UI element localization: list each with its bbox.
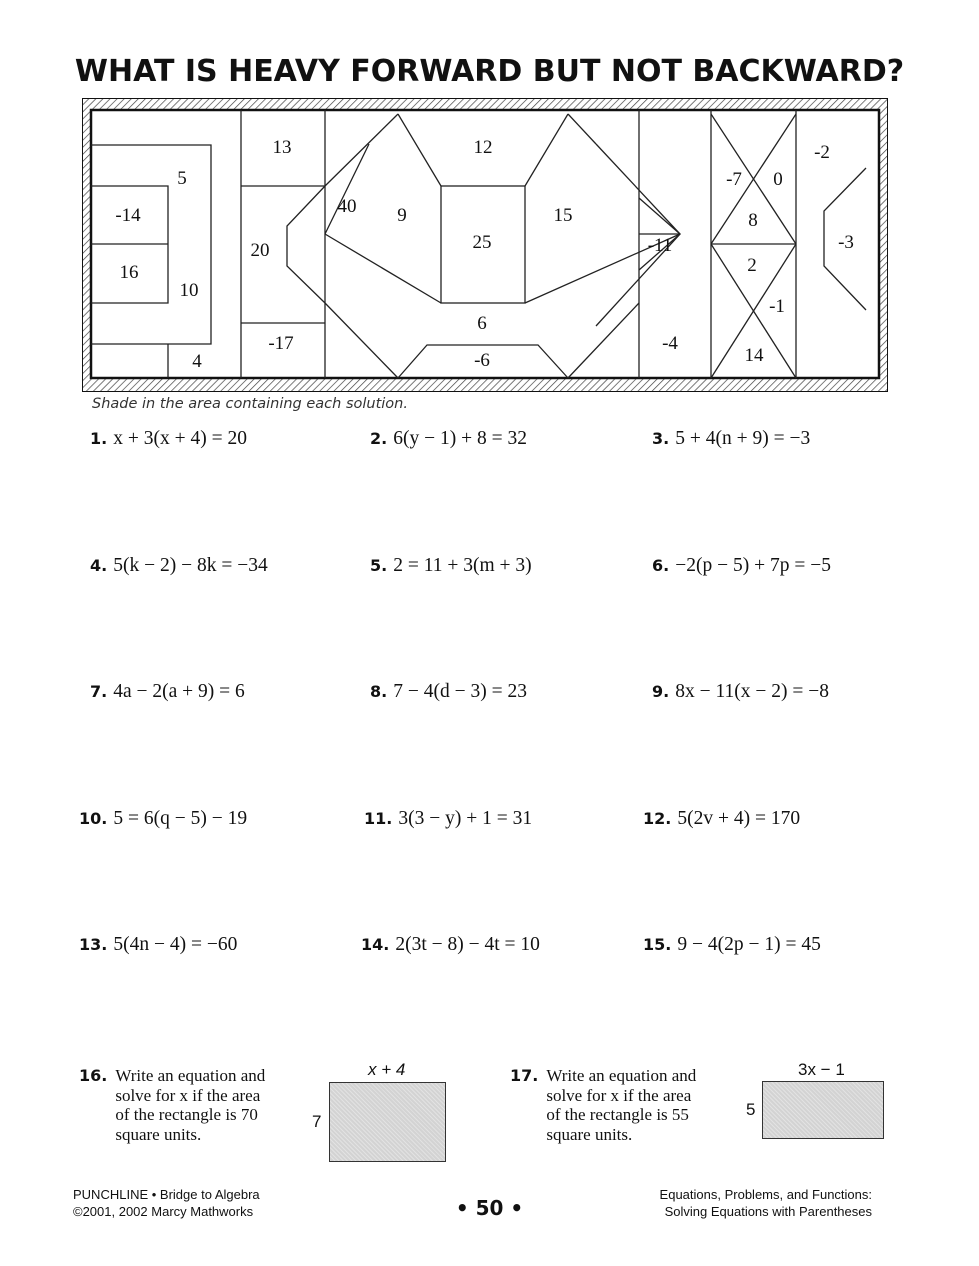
puzzle-number: -14 [115,205,141,226]
subsection-line: Solving Equations with Parentheses [664,1204,872,1219]
problem [364,808,532,830]
puzzle-number: 8 [748,210,758,231]
publisher-line: PUNCHLINE • Bridge to Algebra [73,1187,260,1202]
problem-number: 10. [79,809,108,828]
problem-number: 11. [364,809,393,828]
problem-equation: 5 = 6(q − 5) − 19 [113,808,248,829]
problem-number: 7. [90,682,108,701]
word-problem-line: square units. [546,1124,633,1144]
problem [370,428,527,450]
puzzle-number: 10 [179,280,199,301]
problem-number: 13. [79,935,108,954]
word-problem-line: Write an equation and [115,1066,266,1085]
puzzle-number: 14 [744,345,764,366]
section-line: Equations, Problems, and Functions: [659,1187,872,1202]
word-problem [510,1066,696,1144]
rectangle-figure [308,1058,448,1164]
word-problem-line: solve for x if the area [115,1085,261,1105]
problem [643,808,800,830]
puzzle-number: -11 [647,235,673,256]
problem-equation: 2 = 11 + 3(m + 3) [393,555,532,576]
problem-number: 17. [510,1066,539,1085]
rectangle-top-label: 3x − 1 [798,1060,845,1079]
puzzle-number: 9 [397,205,407,226]
problem [652,681,829,703]
problem-equation: 5 + 4(n + 9) = −3 [675,428,811,449]
shaded-rectangle [762,1081,884,1139]
problem [90,555,268,577]
puzzle-number: 5 [177,168,187,189]
word-problem-line: square units. [115,1124,202,1144]
shaded-rectangle [329,1082,446,1162]
puzzle-number: -17 [268,333,294,354]
puzzle-number: -6 [474,350,490,371]
puzzle-number: 15 [553,205,573,226]
word-problem-text [546,1066,696,1144]
problem-number: 15. [643,935,672,954]
problem-number: 8. [370,682,388,701]
problem-number: 5. [370,556,388,575]
puzzle-number: 16 [119,262,139,283]
word-problem-line: of the rectangle is 70 [115,1105,258,1124]
instructions: Shade in the area containing each solution. [92,396,408,412]
problem-equation: 8x − 11(x − 2) = −8 [675,681,829,702]
problem-equation: 4a − 2(a + 9) = 6 [113,681,245,702]
problem-number: 3. [652,429,670,448]
problem [652,555,831,577]
rectangle-side-label: 7 [312,1112,322,1131]
problem-number: 4. [90,556,108,575]
problem-equation: −2(p − 5) + 7p = −5 [675,555,831,576]
rectangle-top-label: x + 4 [368,1060,406,1079]
puzzle-number: 0 [773,169,783,190]
puzzle-number: 2 [747,255,757,276]
word-problem [79,1066,265,1144]
puzzle-number: -3 [838,232,854,253]
problem-number: 1. [90,429,108,448]
problem-number: 14. [361,935,390,954]
problem [90,428,247,450]
puzzle-number: -7 [726,169,742,190]
problem-equation: 5(k − 2) − 8k = −34 [113,555,268,576]
puzzle-number: 25 [472,232,492,253]
word-problem-text [115,1066,265,1144]
problem-equation: 5(2v + 4) = 170 [677,808,801,829]
puzzle-number: 12 [473,137,493,158]
puzzle-number: -4 [662,333,678,354]
page-number: • 50 • [455,1196,524,1220]
footer-right [660,1186,872,1220]
page-title: WHAT IS HEAVY FORWARD BUT NOT BACKWARD? [74,54,905,89]
problem-equation: 7 − 4(d − 3) = 23 [393,681,527,702]
problem [370,681,527,703]
rectangle-side-label: 5 [746,1100,756,1119]
word-problem-line: of the rectangle is 55 [546,1105,689,1124]
puzzle-number: 40 [337,196,357,217]
copyright-line: ©2001, 2002 Marcy Mathworks [73,1204,254,1219]
problem-equation: 2(3t − 8) − 4t = 10 [395,934,540,955]
puzzle-number: -1 [769,296,785,317]
puzzle-number: 4 [192,351,202,372]
puzzle-grid [82,98,888,392]
problem-equation: 9 − 4(2p − 1) = 45 [677,934,821,955]
problem [370,555,532,577]
word-problem-line: Write an equation and [546,1066,697,1085]
problem-equation: 3(3 − y) + 1 = 31 [398,808,533,829]
problem [79,808,247,830]
word-problem-line: solve for x if the area [546,1085,692,1105]
puzzle-number: 20 [250,240,270,261]
puzzle-number: 13 [272,137,292,158]
problem-number: 2. [370,429,388,448]
problem-number: 12. [643,809,672,828]
problem [361,934,540,956]
problem-equation: x + 3(x + 4) = 20 [113,428,247,449]
problem-equation: 5(4n − 4) = −60 [113,934,238,955]
problem-number: 9. [652,682,670,701]
puzzle-number: 6 [477,313,487,334]
puzzle-number: -2 [814,142,830,163]
problem [652,428,810,450]
problem-number: 6. [652,556,670,575]
rectangle-figure [742,1058,887,1142]
problem-equation: 6(y − 1) + 8 = 32 [393,428,527,449]
problem [643,934,821,956]
problem-number: 16. [79,1066,108,1085]
problem [90,681,245,703]
problem [79,934,237,956]
